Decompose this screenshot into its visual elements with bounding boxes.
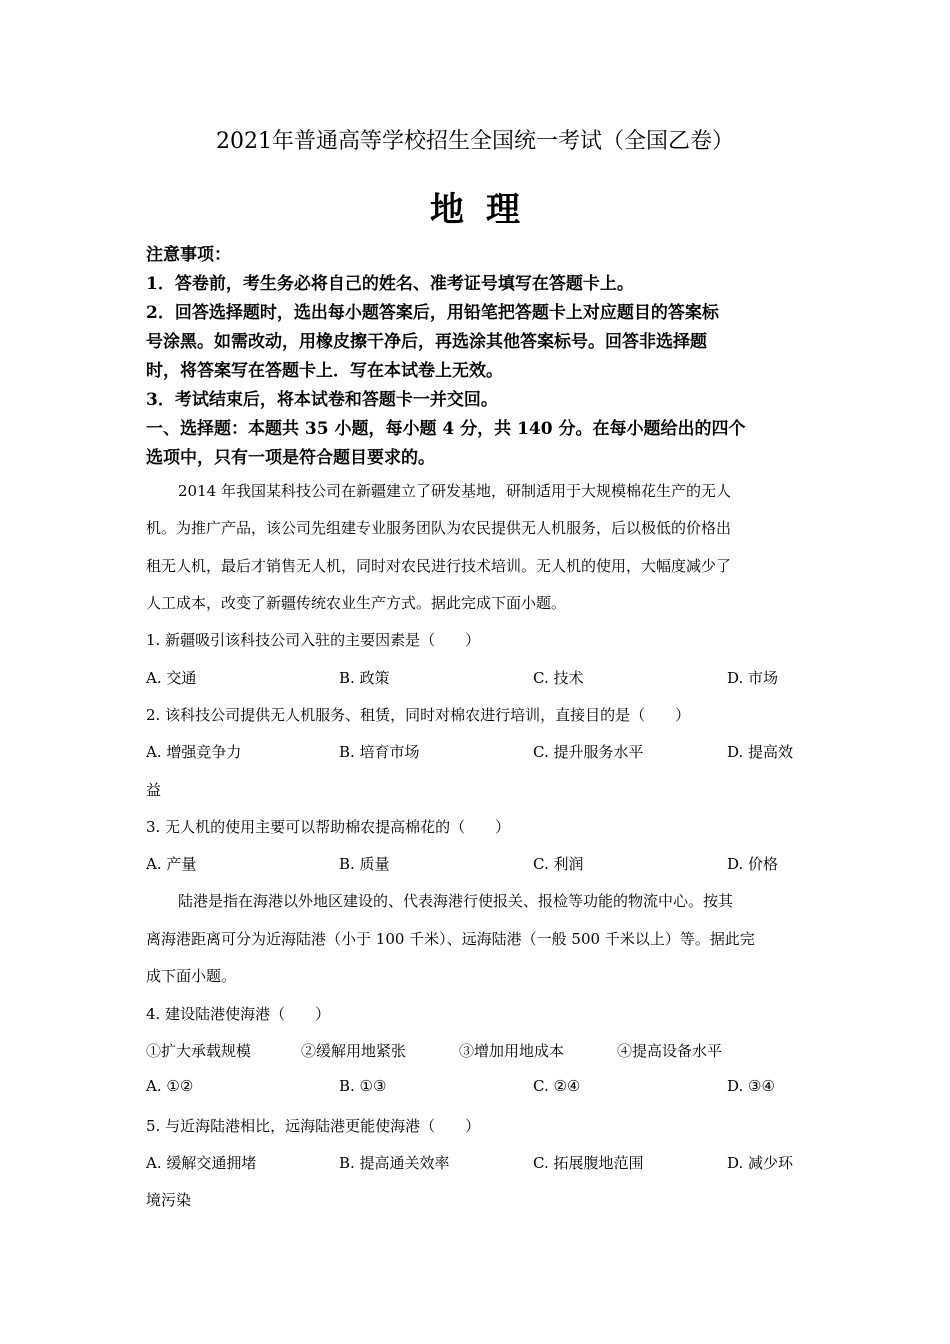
option-c: C. 拓展腹地范围 [533,1154,644,1172]
option-a: A. 缓解交通拥堵 [146,1154,257,1172]
option-b: B. 质量 [339,855,390,873]
notice-line: 1．答卷前，考生务必将自己的姓名、准考证号填写在答题卡上。 [146,274,634,294]
option-b: B. 培育市场 [339,743,420,761]
option-b: B. 提高通关效率 [339,1154,450,1172]
option-c: C. 利润 [533,855,584,873]
passage-line: 陆港是指在海港以外地区建设的、代表海港行使报关、报检等功能的物流中心。按其 [178,892,734,910]
question-stem: 1. 新疆吸引该科技公司入驻的主要因素是（ ） [146,631,481,649]
passage-line: 成下面小题。 [146,967,237,985]
passage-line: 离海港距离可分为近海陆港（小于 100 千米）、远海陆港（一般 500 千米以上）等。据此完 [146,930,755,948]
option-d: D. 减少环 [727,1154,794,1172]
exam-title: 2021年普通高等学校招生全国统一考试（全国乙卷） [216,129,734,154]
statement-item: ③增加用地成本 [459,1042,565,1060]
option-d: D. ③④ [727,1077,775,1095]
statement-item: ②缓解用地紧张 [301,1042,407,1060]
option-a: A. 增强竞争力 [146,743,242,761]
passage-line: 人工成本，改变了新疆传统农业生产方式。据此完成下面小题。 [146,594,567,612]
passage-line: 2014 年我国某科技公司在新疆建立了研发基地，研制适用于大规模棉花生产的无人 [178,482,731,500]
option-wrap: 境污染 [146,1191,192,1209]
notice-line: 时，将答案写在答题卡上．写在本试卷上无效。 [146,361,503,381]
option-a: A. ①② [146,1077,194,1095]
option-c: C. 技术 [533,669,584,687]
option-c: C. ②④ [533,1077,581,1095]
subject-title: 地理 [430,190,542,230]
question-stem: 3. 无人机的使用主要可以帮助棉农提高棉花的（ ） [146,818,511,836]
statement-item: ④提高设备水平 [617,1042,723,1060]
option-b: B. ①③ [339,1077,387,1095]
option-d: D. 市场 [727,669,779,687]
statement-item: ①扩大承载规模 [146,1042,252,1060]
question-stem: 2. 该科技公司提供无人机服务、租赁，同时对棉农进行培训，直接目的是（ ） [146,706,691,724]
notice-line: 号涂黑。如需改动，用橡皮擦干净后，再选涂其他答案标号。回答非选择题 [146,332,707,352]
option-a: A. 产量 [146,855,197,873]
option-d: D. 提高效 [727,743,794,761]
notice-line: 3．考试结束后，将本试卷和答题卡一并交回。 [146,390,498,410]
option-wrap: 益 [146,781,162,799]
option-c: C. 提升服务水平 [533,743,644,761]
passage-line: 机。为推广产品，该公司先组建专业服务团队为农民提供无人机服务，后以极低的价格出 [146,519,732,537]
notice-line: 2．回答选择题时，选出每小题答案后，用铅笔把答题卡上对应题目的答案标 [146,303,719,323]
question-stem: 5. 与近海陆港相比，远海陆港更能使海港（ ） [146,1117,481,1135]
section-heading: 选项中，只有一项是符合题目要求的。 [146,448,435,468]
passage-line: 租无人机，最后才销售无人机，同时对农民进行技术培训。无人机的使用，大幅度减少了 [146,557,732,575]
section-heading: 一、选择题：本题共 35 小题，每小题 4 分，共 140 分。在每小题给出的四个 [146,419,746,439]
notice-heading: 注意事项： [146,245,231,265]
option-d: D. 价格 [727,855,779,873]
question-stem: 4. 建设陆港使海港（ ） [146,1005,331,1023]
option-b: B. 政策 [339,669,390,687]
option-a: A. 交通 [146,669,197,687]
